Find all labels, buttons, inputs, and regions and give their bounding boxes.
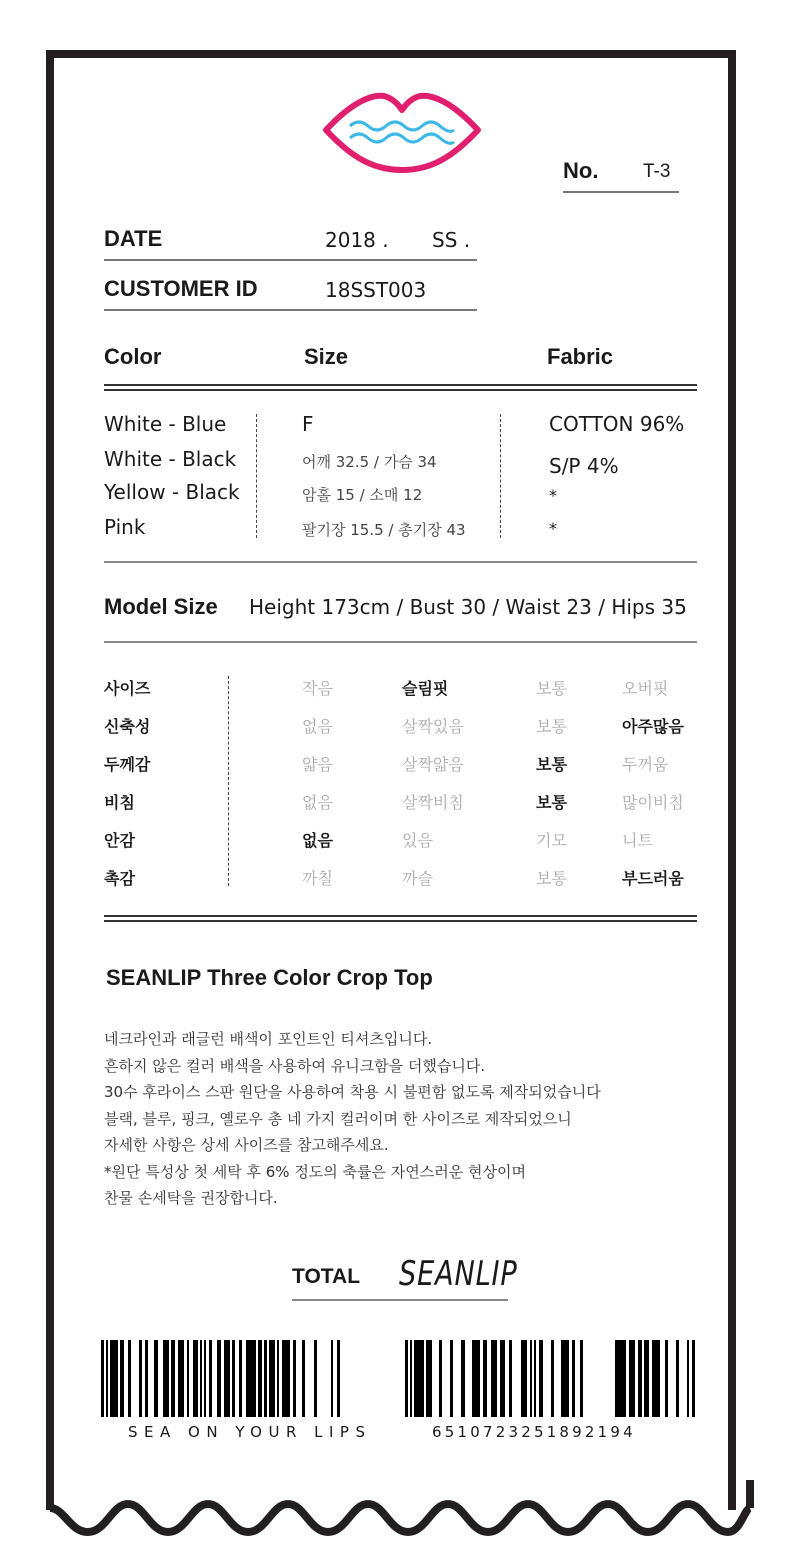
attribute-option-selected: 보통	[536, 793, 567, 812]
attribute-option-selected: 슬림핏	[402, 679, 449, 698]
divider	[104, 561, 697, 563]
attribute-option: 오버핏	[622, 679, 669, 698]
model-size-label: Model Size	[104, 594, 218, 619]
color-header: Color	[104, 344, 162, 369]
number-label: No.	[563, 158, 599, 183]
description-line: 찬물 손세탁을 권장합니다.	[104, 1189, 278, 1207]
divider	[563, 191, 679, 193]
number-value: T-3	[643, 161, 671, 182]
attribute-option: 얇음	[302, 755, 333, 774]
date-season: SS .	[432, 228, 471, 252]
size-header: Size	[304, 344, 349, 369]
divider	[104, 641, 697, 643]
attribute-option: 두꺼움	[622, 755, 669, 774]
attribute-label: 촉감	[104, 869, 135, 888]
double-divider-bottom	[104, 389, 697, 391]
attribute-option-selected: 없음	[302, 831, 333, 850]
total-label: TOTAL	[292, 1265, 361, 1288]
lips-waves-logo-icon	[322, 92, 482, 174]
date-year: 2018 .	[325, 228, 389, 252]
attribute-option: 없음	[302, 793, 333, 812]
fabric-header: Fabric	[547, 344, 614, 369]
divider	[292, 1299, 508, 1301]
model-size-value: Height 173cm / Bust 30 / Waist 23 / Hips 35	[249, 595, 687, 619]
attribute-label: 안감	[104, 831, 135, 850]
barcode-left	[101, 1340, 345, 1417]
attribute-option-selected: 보통	[536, 755, 567, 774]
size-measure: 어깨 32.5 / 가슴 34	[302, 453, 437, 471]
attribute-label: 사이즈	[104, 679, 151, 698]
barcode-right	[405, 1340, 697, 1417]
attribute-option: 까슬	[402, 869, 433, 888]
double-divider-bottom	[104, 920, 697, 922]
color-option: White - Blue	[104, 412, 227, 436]
fabric-item: S/P 4%	[549, 454, 619, 478]
attribute-option: 작음	[302, 679, 333, 698]
attribute-label: 비침	[104, 793, 135, 812]
color-option: Yellow - Black	[104, 480, 240, 504]
attribute-option-selected: 부드러움	[622, 869, 684, 888]
attribute-option: 까칠	[302, 869, 333, 888]
divider	[104, 309, 477, 311]
date-label: DATE	[104, 226, 163, 251]
size-measure: 팔기장 15.5 / 총기장 43	[302, 521, 466, 539]
customer-id-label: CUSTOMER ID	[104, 276, 258, 301]
attribute-option: 살짝얇음	[402, 755, 464, 774]
description-line: 블랙, 블루, 핑크, 옐로우 총 네 가지 컬러이며 한 사이즈로 제작되었으니	[104, 1109, 572, 1128]
attribute-option: 기모	[536, 831, 567, 850]
double-divider-top	[104, 915, 697, 917]
brand-wordmark: SEANLIP	[399, 1254, 518, 1294]
product-description	[104, 1026, 601, 1212]
size-free: F	[302, 412, 314, 436]
description-line: 자세한 사항은 상세 사이즈를 참고해주세요.	[104, 1136, 389, 1154]
divider	[104, 259, 477, 261]
customer-id-value: 18SST003	[325, 278, 427, 302]
dashed-separator	[256, 414, 257, 538]
attribute-option: 보통	[536, 869, 567, 888]
dashed-separator	[228, 676, 229, 886]
attribute-option: 보통	[536, 717, 567, 736]
dashed-separator	[500, 414, 501, 538]
double-divider-top	[104, 384, 697, 386]
attribute-option: 살짝있음	[402, 717, 464, 736]
description-line: 30수 후라이스 스판 원단을 사용하여 착용 시 불편함 없도록 제작되었습니다	[104, 1083, 601, 1101]
color-option: White - Black	[104, 447, 237, 471]
attribute-option: 있음	[402, 831, 433, 850]
color-option: Pink	[104, 515, 146, 539]
attribute-label: 신축성	[104, 717, 151, 736]
attribute-option-selected: 아주많음	[622, 717, 684, 736]
attribute-label: 두께감	[104, 755, 151, 774]
receipt-frame	[46, 50, 736, 1510]
attribute-option: 보통	[536, 679, 567, 698]
attribute-option: 살짝비침	[402, 793, 464, 812]
fabric-item: *	[549, 486, 557, 505]
description-line: 네크라인과 래글런 배색이 포인트인 티셔츠입니다.	[104, 1030, 433, 1048]
description-line: *원단 특성상 첫 세탁 후 6% 정도의 축률은 자연스러운 현상이며	[104, 1162, 526, 1181]
attribute-option: 니트	[622, 831, 653, 850]
wavy-bottom-edge	[30, 1480, 770, 1550]
fabric-item: *	[549, 519, 557, 538]
barcode-left-caption: SEA ON YOUR LIPS	[128, 1423, 372, 1441]
fabric-item: COTTON 96%	[549, 412, 685, 436]
barcode-right-caption: 6510723251892194	[432, 1423, 636, 1441]
attribute-option: 많이비침	[622, 793, 684, 812]
attribute-option: 없음	[302, 717, 333, 736]
size-measure: 암홀 15 / 소매 12	[302, 486, 423, 504]
product-title: SEANLIP Three Color Crop Top	[106, 965, 433, 990]
description-line: 흔하지 않은 컬러 배색을 사용하여 유니크함을 더했습니다.	[104, 1056, 486, 1075]
